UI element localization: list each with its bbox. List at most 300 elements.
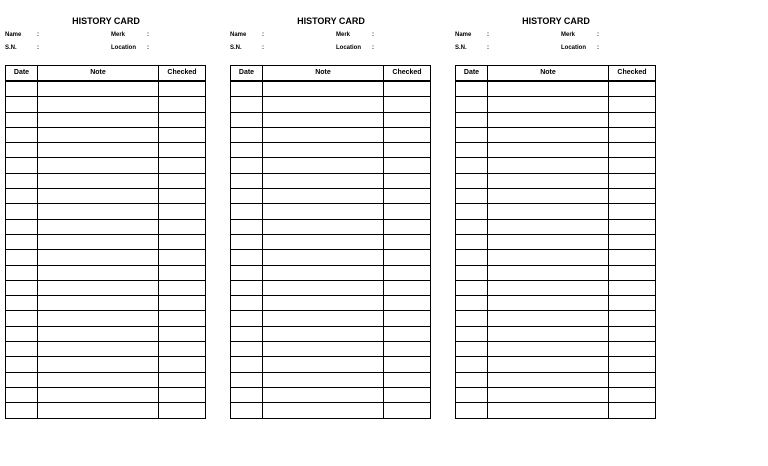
- table-row: [456, 357, 656, 372]
- cell-note[interactable]: [38, 387, 159, 402]
- cell-date[interactable]: [231, 296, 263, 311]
- table-row: [456, 265, 656, 280]
- table-row: [456, 403, 656, 418]
- table-row: [231, 280, 431, 295]
- cell-checked[interactable]: [384, 219, 431, 234]
- cell-checked[interactable]: [159, 326, 206, 341]
- cell-checked[interactable]: [384, 342, 431, 357]
- cell-checked[interactable]: [159, 265, 206, 280]
- cell-date[interactable]: [231, 280, 263, 295]
- cell-checked[interactable]: [384, 311, 431, 326]
- cell-date[interactable]: [456, 189, 488, 204]
- table-row: [231, 234, 431, 249]
- card-title: HISTORY CARD: [522, 16, 590, 26]
- cell-note[interactable]: [38, 127, 159, 142]
- cell-note[interactable]: [38, 219, 159, 234]
- cell-checked[interactable]: [609, 97, 656, 112]
- cell-checked[interactable]: [159, 234, 206, 249]
- cell-date[interactable]: [6, 158, 38, 173]
- history-table: [5, 65, 206, 419]
- cell-note[interactable]: [38, 265, 159, 280]
- cell-note[interactable]: [488, 387, 609, 402]
- table-row: [456, 342, 656, 357]
- cell-checked[interactable]: [159, 204, 206, 219]
- table-row: [231, 372, 431, 387]
- cell-checked[interactable]: [384, 143, 431, 158]
- cell-note[interactable]: [38, 81, 159, 97]
- table-row: [6, 158, 206, 173]
- sn-label: S.N.: [230, 45, 242, 51]
- table-header: [231, 66, 431, 82]
- meta-row-name: [230, 29, 432, 42]
- cell-checked[interactable]: [384, 387, 431, 402]
- cell-note[interactable]: [38, 204, 159, 219]
- cell-date[interactable]: [231, 250, 263, 265]
- card-title: HISTORY CARD: [297, 16, 365, 26]
- cell-checked[interactable]: [609, 81, 656, 97]
- cell-checked[interactable]: [159, 173, 206, 188]
- cell-note[interactable]: [488, 326, 609, 341]
- location-colon: :: [372, 45, 374, 51]
- history-card: [230, 13, 432, 76]
- cell-note[interactable]: [263, 403, 384, 418]
- table-row: [231, 265, 431, 280]
- cell-checked[interactable]: [609, 265, 656, 280]
- cell-checked[interactable]: [609, 204, 656, 219]
- cell-note[interactable]: [263, 112, 384, 127]
- cell-checked[interactable]: [159, 372, 206, 387]
- table-row: [456, 112, 656, 127]
- cell-date[interactable]: [231, 387, 263, 402]
- merk-colon: :: [372, 32, 374, 38]
- cell-date[interactable]: [6, 173, 38, 188]
- cell-checked[interactable]: [159, 189, 206, 204]
- cell-date[interactable]: [456, 81, 488, 97]
- cell-note[interactable]: [263, 387, 384, 402]
- column-header-checked: Checked: [384, 66, 431, 82]
- cell-checked[interactable]: [384, 372, 431, 387]
- cell-checked[interactable]: [159, 127, 206, 142]
- table-row: [456, 250, 656, 265]
- cell-date[interactable]: [6, 403, 38, 418]
- table-row: [231, 387, 431, 402]
- name-colon: :: [487, 32, 489, 38]
- table-row: [6, 234, 206, 249]
- name-label: Name: [230, 32, 247, 38]
- table-row: [6, 342, 206, 357]
- table-row: [456, 158, 656, 173]
- cell-date[interactable]: [6, 250, 38, 265]
- cell-date[interactable]: [231, 112, 263, 127]
- cell-checked[interactable]: [384, 81, 431, 97]
- cell-date[interactable]: [456, 372, 488, 387]
- cell-note[interactable]: [263, 143, 384, 158]
- table-row: [6, 173, 206, 188]
- cell-date[interactable]: [231, 326, 263, 341]
- cell-note[interactable]: [38, 372, 159, 387]
- table-row: [456, 81, 656, 97]
- cell-checked[interactable]: [384, 127, 431, 142]
- table-row: [6, 97, 206, 112]
- cell-checked[interactable]: [159, 387, 206, 402]
- location-colon: :: [597, 45, 599, 51]
- cell-checked[interactable]: [609, 311, 656, 326]
- cell-checked[interactable]: [609, 296, 656, 311]
- cell-date[interactable]: [6, 143, 38, 158]
- table-row: [231, 189, 431, 204]
- merk-label: Merk: [111, 32, 126, 38]
- cell-date[interactable]: [231, 127, 263, 142]
- cell-date[interactable]: [456, 219, 488, 234]
- cell-checked[interactable]: [384, 250, 431, 265]
- cell-date[interactable]: [6, 372, 38, 387]
- cell-checked[interactable]: [609, 357, 656, 372]
- cell-note[interactable]: [263, 127, 384, 142]
- column-header-date: Date: [456, 66, 488, 82]
- table-row: [231, 296, 431, 311]
- cell-note[interactable]: [38, 112, 159, 127]
- cell-checked[interactable]: [159, 296, 206, 311]
- cell-note[interactable]: [488, 204, 609, 219]
- cell-checked[interactable]: [609, 387, 656, 402]
- cell-checked[interactable]: [159, 357, 206, 372]
- cell-checked[interactable]: [159, 97, 206, 112]
- cell-date[interactable]: [6, 326, 38, 341]
- table-row: [456, 234, 656, 249]
- cell-checked[interactable]: [609, 280, 656, 295]
- cell-date[interactable]: [456, 342, 488, 357]
- cell-date[interactable]: [231, 357, 263, 372]
- cell-checked[interactable]: [609, 250, 656, 265]
- table-row: [456, 189, 656, 204]
- cell-note[interactable]: [263, 189, 384, 204]
- cell-date[interactable]: [231, 219, 263, 234]
- cell-date[interactable]: [456, 143, 488, 158]
- cell-note[interactable]: [263, 204, 384, 219]
- cell-note[interactable]: [38, 342, 159, 357]
- cell-note[interactable]: [488, 265, 609, 280]
- table-row: [6, 81, 206, 97]
- cell-date[interactable]: [231, 81, 263, 97]
- cell-note[interactable]: [38, 357, 159, 372]
- merk-colon: :: [597, 32, 599, 38]
- cell-date[interactable]: [6, 311, 38, 326]
- cell-date[interactable]: [456, 127, 488, 142]
- table-row: [231, 250, 431, 265]
- table-row: [6, 403, 206, 418]
- table-row: [6, 204, 206, 219]
- cell-note[interactable]: [38, 311, 159, 326]
- table-row: [6, 326, 206, 341]
- cell-note[interactable]: [263, 372, 384, 387]
- cell-note[interactable]: [263, 265, 384, 280]
- table-row: [231, 158, 431, 173]
- cell-date[interactable]: [6, 234, 38, 249]
- name-colon: :: [262, 32, 264, 38]
- history-table: [455, 65, 656, 419]
- cell-checked[interactable]: [384, 158, 431, 173]
- table-row: [6, 265, 206, 280]
- cell-date[interactable]: [456, 112, 488, 127]
- cell-note[interactable]: [263, 342, 384, 357]
- cell-note[interactable]: [38, 173, 159, 188]
- sn-colon: :: [487, 45, 489, 51]
- cell-checked[interactable]: [159, 143, 206, 158]
- cell-date[interactable]: [231, 204, 263, 219]
- table-row: [231, 219, 431, 234]
- cell-date[interactable]: [456, 387, 488, 402]
- cell-checked[interactable]: [384, 97, 431, 112]
- merk-colon: :: [147, 32, 149, 38]
- table-row: [231, 143, 431, 158]
- cell-note[interactable]: [263, 311, 384, 326]
- cell-date[interactable]: [231, 234, 263, 249]
- cell-checked[interactable]: [159, 112, 206, 127]
- cell-note[interactable]: [488, 219, 609, 234]
- cell-checked[interactable]: [159, 280, 206, 295]
- cell-checked[interactable]: [159, 311, 206, 326]
- card-title: HISTORY CARD: [72, 16, 140, 26]
- cell-checked[interactable]: [384, 357, 431, 372]
- cell-date[interactable]: [456, 296, 488, 311]
- cell-note[interactable]: [263, 296, 384, 311]
- cell-date[interactable]: [456, 326, 488, 341]
- column-header-date: Date: [231, 66, 263, 82]
- history-table: [230, 65, 431, 419]
- cell-checked[interactable]: [609, 403, 656, 418]
- cell-note[interactable]: [263, 219, 384, 234]
- cell-checked[interactable]: [609, 372, 656, 387]
- cell-note[interactable]: [488, 280, 609, 295]
- cell-checked[interactable]: [384, 234, 431, 249]
- cell-note[interactable]: [263, 234, 384, 249]
- cell-checked[interactable]: [159, 81, 206, 97]
- cell-date[interactable]: [231, 173, 263, 188]
- cell-date[interactable]: [231, 189, 263, 204]
- merk-label: Merk: [336, 32, 351, 38]
- cell-checked[interactable]: [384, 204, 431, 219]
- cell-date[interactable]: [231, 143, 263, 158]
- cell-note[interactable]: [488, 234, 609, 249]
- cell-date[interactable]: [231, 265, 263, 280]
- cell-note[interactable]: [263, 357, 384, 372]
- cell-note[interactable]: [38, 143, 159, 158]
- cell-note[interactable]: [38, 234, 159, 249]
- cell-checked[interactable]: [159, 158, 206, 173]
- cell-date[interactable]: [456, 97, 488, 112]
- cell-checked[interactable]: [384, 296, 431, 311]
- cell-note[interactable]: [488, 372, 609, 387]
- table-row: [456, 296, 656, 311]
- cell-date[interactable]: [456, 311, 488, 326]
- cell-note[interactable]: [38, 189, 159, 204]
- sn-label: S.N.: [5, 45, 17, 51]
- cell-checked[interactable]: [609, 127, 656, 142]
- table-row: [6, 143, 206, 158]
- sn-colon: :: [262, 45, 264, 51]
- cell-date[interactable]: [6, 189, 38, 204]
- location-label: Location: [561, 45, 586, 51]
- cell-note[interactable]: [488, 143, 609, 158]
- cell-date[interactable]: [6, 357, 38, 372]
- table-row: [6, 112, 206, 127]
- cell-date[interactable]: [6, 280, 38, 295]
- cell-note[interactable]: [38, 403, 159, 418]
- cell-date[interactable]: [231, 403, 263, 418]
- column-header-checked: Checked: [159, 66, 206, 82]
- cell-checked[interactable]: [609, 112, 656, 127]
- meta-row-sn: [455, 42, 657, 55]
- sn-colon: :: [37, 45, 39, 51]
- cell-note[interactable]: [263, 97, 384, 112]
- table-row: [231, 357, 431, 372]
- cell-date[interactable]: [231, 311, 263, 326]
- cell-checked[interactable]: [384, 265, 431, 280]
- cell-date[interactable]: [6, 112, 38, 127]
- cell-checked[interactable]: [609, 158, 656, 173]
- table-row: [231, 97, 431, 112]
- cell-date[interactable]: [6, 387, 38, 402]
- cell-note[interactable]: [488, 112, 609, 127]
- meta-row-name: [455, 29, 657, 42]
- cell-note[interactable]: [488, 173, 609, 188]
- cell-date[interactable]: [456, 357, 488, 372]
- cell-checked[interactable]: [384, 326, 431, 341]
- cell-note[interactable]: [263, 81, 384, 97]
- cell-date[interactable]: [231, 97, 263, 112]
- table-row: [231, 326, 431, 341]
- cell-note[interactable]: [263, 250, 384, 265]
- cell-checked[interactable]: [609, 326, 656, 341]
- cell-date[interactable]: [456, 234, 488, 249]
- table-row: [6, 296, 206, 311]
- cell-note[interactable]: [38, 280, 159, 295]
- cell-date[interactable]: [456, 265, 488, 280]
- cell-note[interactable]: [263, 280, 384, 295]
- cell-checked[interactable]: [384, 403, 431, 418]
- cell-note[interactable]: [488, 127, 609, 142]
- table-row: [6, 387, 206, 402]
- cell-note[interactable]: [488, 296, 609, 311]
- cell-note[interactable]: [488, 357, 609, 372]
- table-row: [231, 342, 431, 357]
- cell-date[interactable]: [6, 296, 38, 311]
- table-header: [6, 66, 206, 82]
- table-row: [456, 173, 656, 188]
- cell-checked[interactable]: [609, 234, 656, 249]
- table-row: [6, 219, 206, 234]
- cell-date[interactable]: [456, 250, 488, 265]
- cell-date[interactable]: [6, 81, 38, 97]
- cell-note[interactable]: [38, 97, 159, 112]
- cell-note[interactable]: [263, 158, 384, 173]
- cell-date[interactable]: [6, 204, 38, 219]
- cell-date[interactable]: [456, 204, 488, 219]
- cell-checked[interactable]: [384, 112, 431, 127]
- meta-row-sn: [5, 42, 207, 55]
- cell-date[interactable]: [6, 342, 38, 357]
- cell-date[interactable]: [456, 403, 488, 418]
- location-label: Location: [111, 45, 136, 51]
- cell-note[interactable]: [488, 342, 609, 357]
- table-row: [456, 326, 656, 341]
- cell-checked[interactable]: [384, 280, 431, 295]
- cell-note[interactable]: [263, 326, 384, 341]
- table-row: [231, 112, 431, 127]
- cell-note[interactable]: [263, 173, 384, 188]
- table-row: [456, 280, 656, 295]
- cell-date[interactable]: [231, 158, 263, 173]
- cell-checked[interactable]: [159, 342, 206, 357]
- table-row: [456, 127, 656, 142]
- sn-label: S.N.: [455, 45, 467, 51]
- table-row: [456, 372, 656, 387]
- column-header-note: Note: [488, 66, 609, 82]
- table-row: [6, 189, 206, 204]
- table-row: [456, 204, 656, 219]
- column-header-note: Note: [38, 66, 159, 82]
- cell-checked[interactable]: [159, 250, 206, 265]
- cell-note[interactable]: [488, 311, 609, 326]
- cell-checked[interactable]: [159, 219, 206, 234]
- cell-note[interactable]: [488, 189, 609, 204]
- cell-checked[interactable]: [384, 173, 431, 188]
- cell-date[interactable]: [6, 219, 38, 234]
- cell-note[interactable]: [488, 158, 609, 173]
- cell-date[interactable]: [231, 372, 263, 387]
- cell-date[interactable]: [6, 97, 38, 112]
- cell-date[interactable]: [6, 127, 38, 142]
- cell-note[interactable]: [488, 81, 609, 97]
- cell-checked[interactable]: [609, 342, 656, 357]
- cell-date[interactable]: [6, 265, 38, 280]
- cell-checked[interactable]: [609, 219, 656, 234]
- table-row: [231, 311, 431, 326]
- location-label: Location: [336, 45, 361, 51]
- cell-date[interactable]: [456, 173, 488, 188]
- table-row: [6, 280, 206, 295]
- cell-date[interactable]: [231, 342, 263, 357]
- cell-checked[interactable]: [159, 403, 206, 418]
- cell-date[interactable]: [456, 280, 488, 295]
- merk-label: Merk: [561, 32, 576, 38]
- name-label: Name: [5, 32, 22, 38]
- cell-date[interactable]: [456, 158, 488, 173]
- cell-checked[interactable]: [609, 143, 656, 158]
- cell-note[interactable]: [488, 97, 609, 112]
- table-row: [456, 387, 656, 402]
- history-card: [455, 13, 657, 76]
- name-label: Name: [455, 32, 472, 38]
- cell-note[interactable]: [488, 250, 609, 265]
- table-row: [456, 219, 656, 234]
- table-row: [231, 127, 431, 142]
- cell-note[interactable]: [38, 250, 159, 265]
- cell-note[interactable]: [488, 403, 609, 418]
- cell-note[interactable]: [38, 158, 159, 173]
- cell-note[interactable]: [38, 326, 159, 341]
- cell-note[interactable]: [38, 296, 159, 311]
- table-row: [231, 173, 431, 188]
- table-row: [231, 204, 431, 219]
- table-row: [231, 403, 431, 418]
- cell-checked[interactable]: [384, 189, 431, 204]
- cell-checked[interactable]: [609, 189, 656, 204]
- table-row: [6, 311, 206, 326]
- cell-checked[interactable]: [609, 173, 656, 188]
- meta-row-name: [5, 29, 207, 42]
- table-row: [6, 250, 206, 265]
